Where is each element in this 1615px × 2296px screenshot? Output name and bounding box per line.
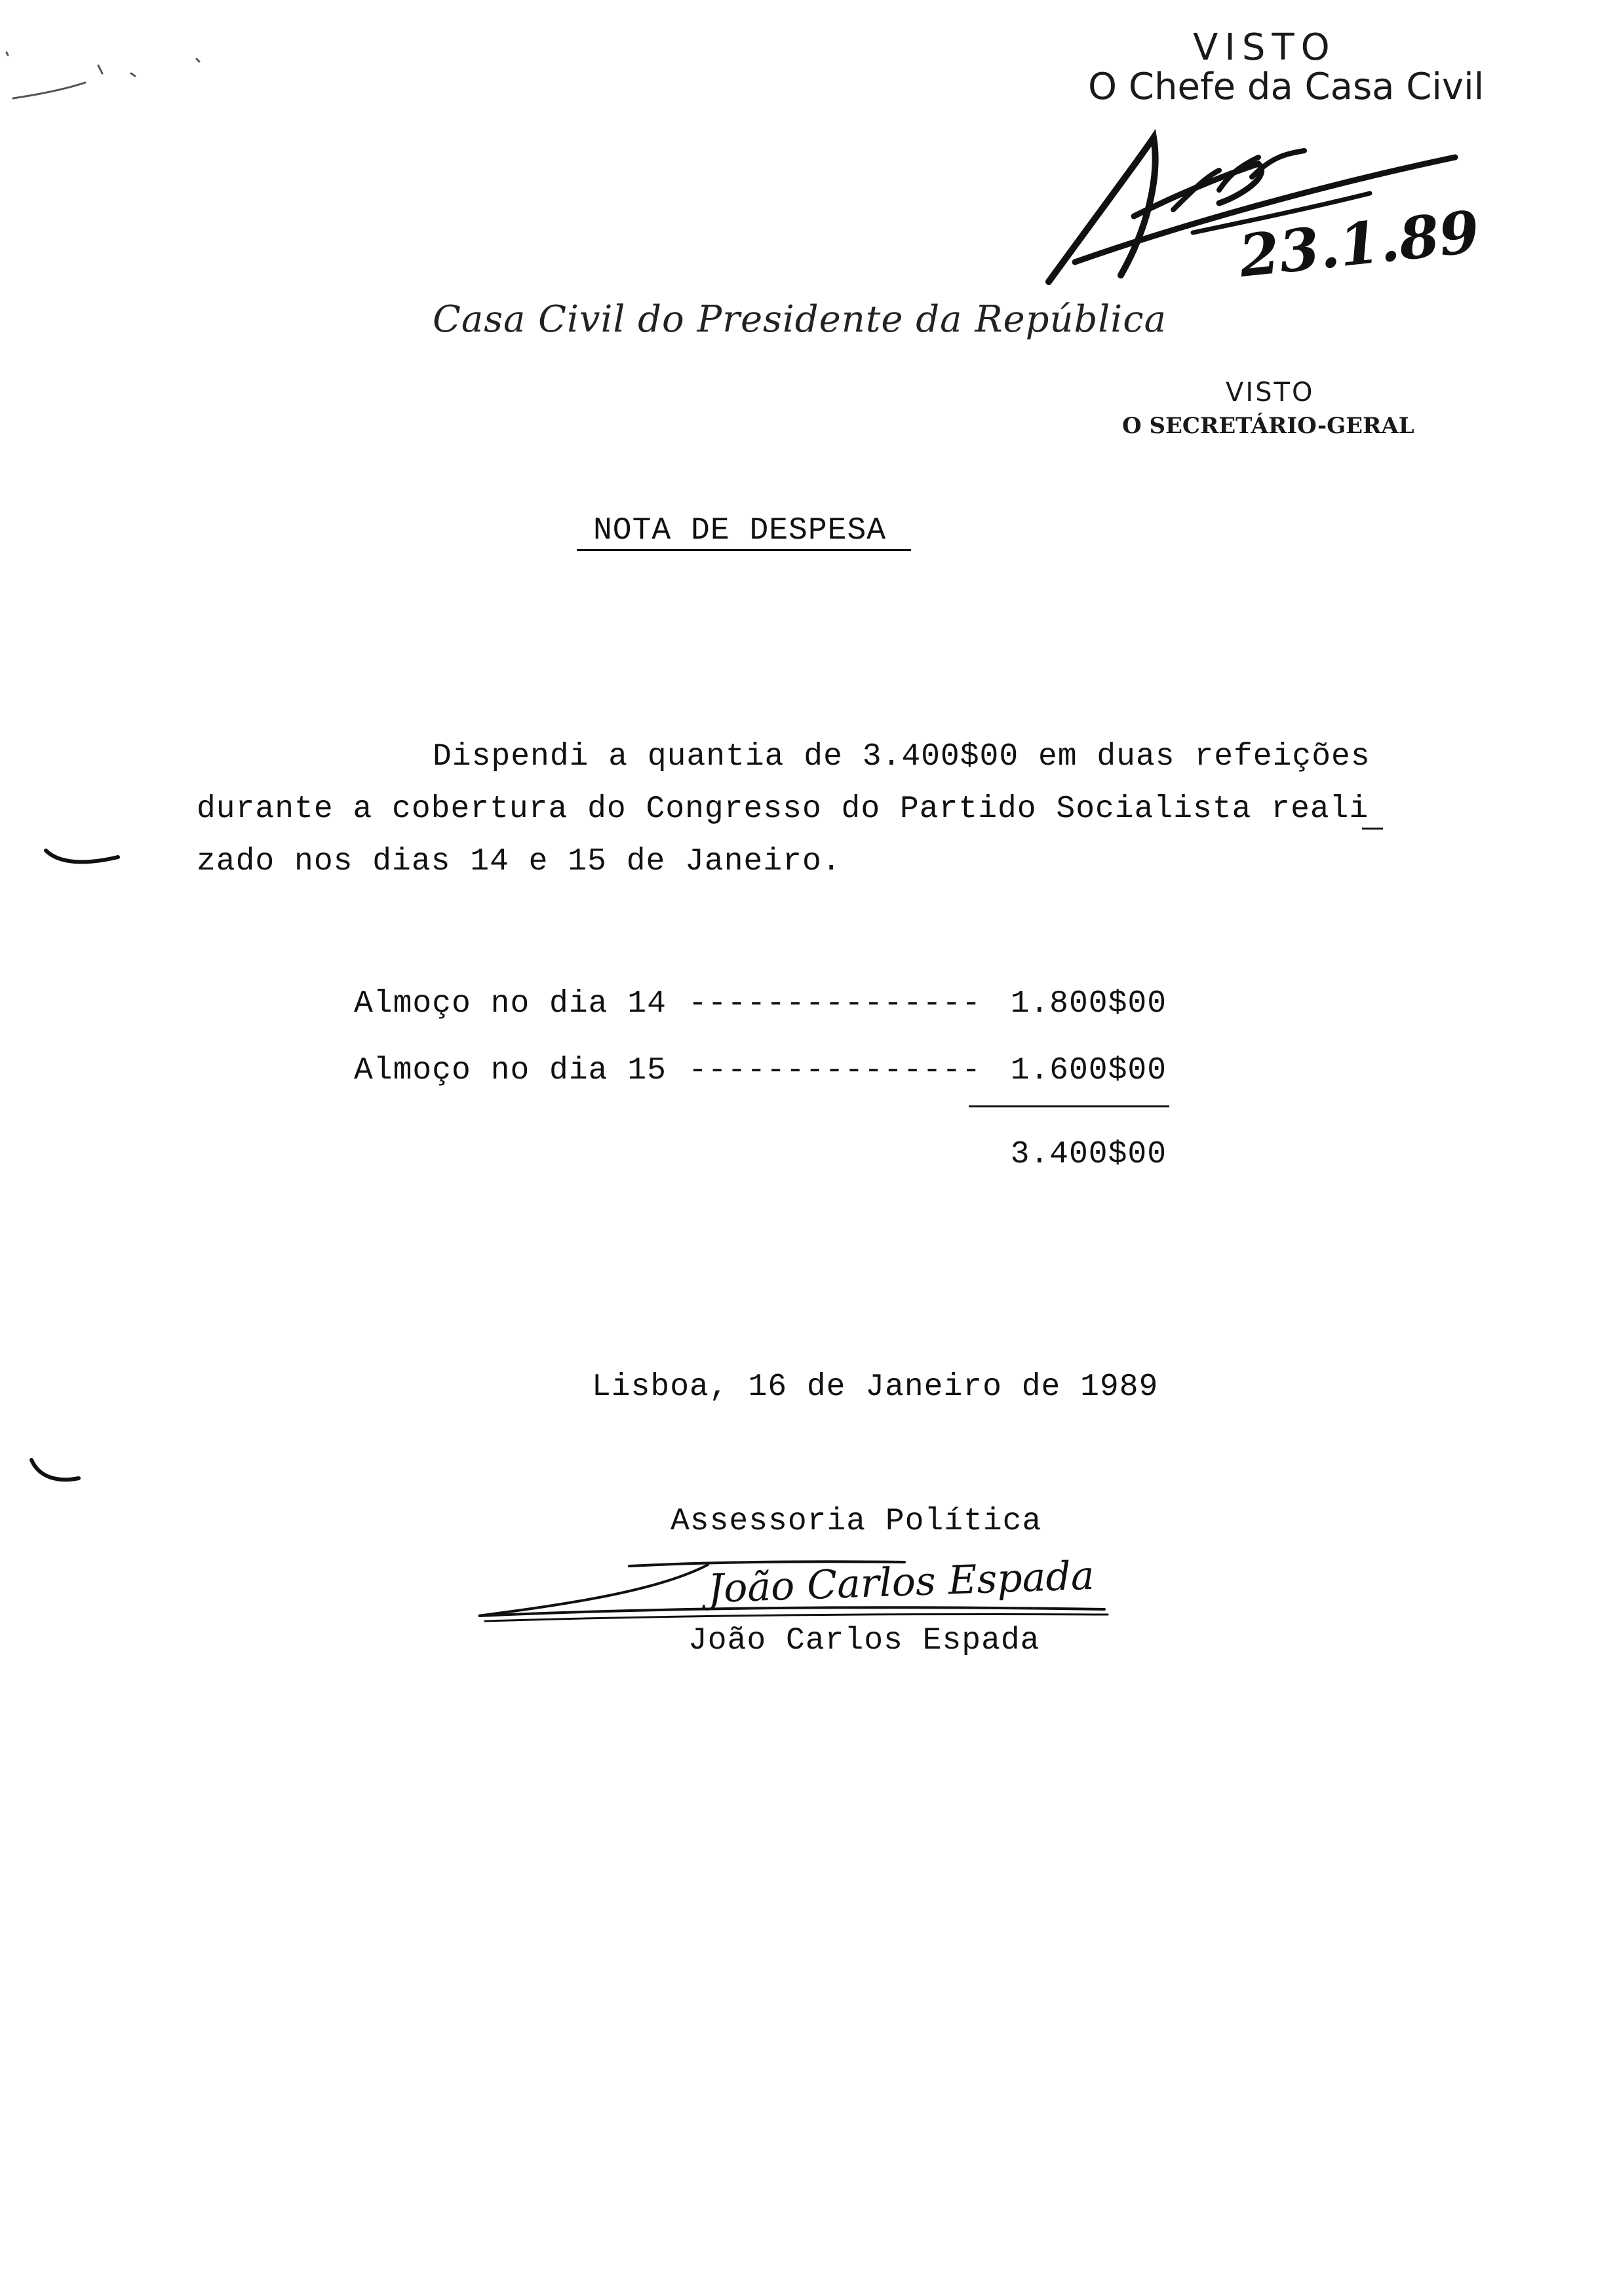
stamp-secondary-visto: VISTO (1226, 377, 1315, 408)
expense-total: 3.400$00 (1010, 1137, 1167, 1172)
title-underline (577, 549, 911, 551)
margin-mark-left-1 (39, 845, 131, 871)
expense-amount-2: 1.600$00 (1010, 1053, 1167, 1088)
department: Assessoria Política (671, 1504, 1042, 1539)
stamp-role-label: O Chefe da Casa Civil (1088, 66, 1485, 108)
expense-label-2: Almoço no dia 15 (354, 1053, 667, 1088)
place-date: Lisboa, 16 de Janeiro de 1989 (592, 1369, 1159, 1405)
margin-mark-left-2 (26, 1455, 92, 1494)
letterhead: Casa Civil do Presidente da República (433, 298, 1167, 341)
hyphen-underline (1362, 828, 1383, 830)
expense-label-1: Almoço no dia 14 (354, 986, 667, 1022)
paragraph-line-1: Dispendi a quantia de 3.400$00 em duas refeições (433, 739, 1371, 775)
paragraph-line-2: durante a cobertura do Congresso do Partido Socialista reali (197, 792, 1369, 827)
expense-leader-2: --------------- (688, 1053, 982, 1088)
paragraph-line-3: zado nos dias 14 e 15 de Janeiro. (197, 844, 842, 879)
stamp-visto-label: VISTO (1193, 26, 1336, 69)
stamp-secondary-role: O SECRETÁRIO-GERAL (1122, 413, 1414, 439)
signatory-name: João Carlos Espada (688, 1623, 1040, 1658)
margin-mark-top (0, 39, 223, 118)
chief-signature-date: 23.1.89 (1236, 197, 1483, 290)
expense-amount-1: 1.800$00 (1010, 986, 1167, 1022)
document-title: NOTA DE DESPESA (593, 513, 887, 548)
expense-leader-1: --------------- (688, 986, 982, 1022)
handwritten-signature-flourish (459, 1553, 1114, 1632)
handwritten-signature-text: João Carlos Espada (707, 1552, 1095, 1613)
sum-rule (969, 1105, 1169, 1107)
